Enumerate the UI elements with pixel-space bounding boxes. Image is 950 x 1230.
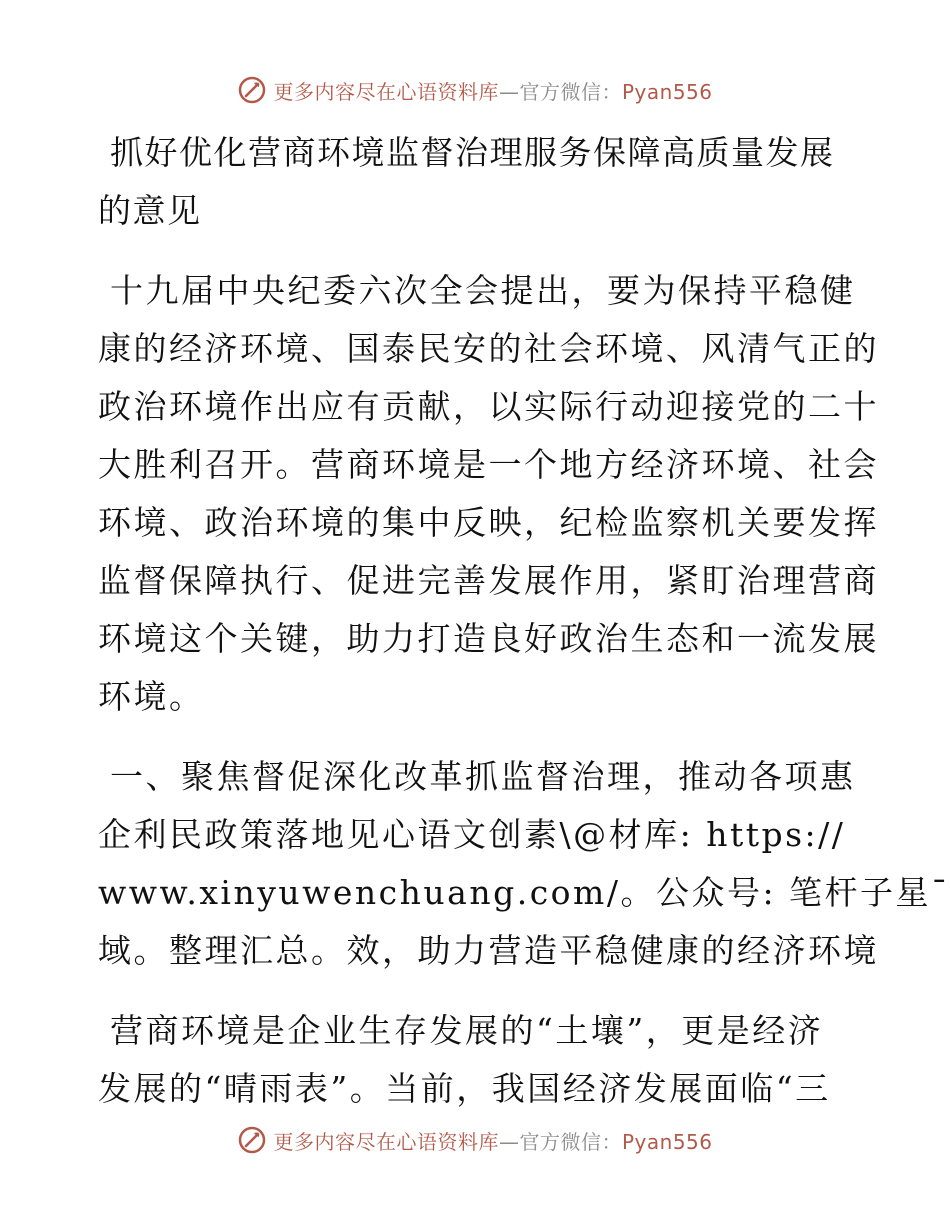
watermark-account: Pyan556	[621, 1129, 713, 1154]
paragraph-line: 监督保障执行、促进完善发展作用，紧盯治理营商	[98, 561, 879, 600]
paragraph-line: 域。整理汇总。效，助力营造平稳健康的经济环境	[98, 931, 879, 970]
watermark-site: 更多内容尽在心语资料库	[273, 79, 499, 104]
section-heading-one	[98, 748, 950, 980]
paragraph-line: 环境。	[98, 677, 205, 716]
quill-logo-icon	[237, 1125, 267, 1155]
paragraph-line: 环境、政治环境的集中反映，纪检监察机关要发挥	[98, 503, 879, 542]
paragraph-line: 一、聚焦督促深化改革抓监督治理，推动各项惠	[110, 757, 856, 796]
paragraph-line: 政治环境作出应有贡献，以实际行动迎接党的二十	[98, 387, 879, 426]
watermark-text	[273, 1126, 712, 1155]
paragraph-business-environment	[98, 1002, 850, 1118]
watermark-site: 更多内容尽在心语资料库	[273, 1129, 499, 1154]
quill-logo-icon	[237, 75, 267, 105]
document-title	[98, 124, 850, 240]
paragraph-line: 环境这个关键，助力打造良好政治生态和一流发展	[98, 619, 879, 658]
document-body	[98, 124, 950, 1140]
paragraph-line: www.xinyuwenchuang.com/。公众号: 笔杆子星¯	[98, 873, 950, 912]
watermark-label: 官方微信：	[519, 1129, 622, 1154]
paragraph-line: 发展的“晴雨表”。当前，我国经济发展面临“三	[98, 1069, 831, 1108]
watermark-label: 官方微信：	[519, 79, 622, 104]
watermark-separator: —	[498, 79, 520, 104]
title-line: 抓好优化营商环境监督治理服务保障高质量发展	[110, 133, 835, 172]
watermark-account: Pyan556	[621, 79, 713, 104]
paragraph-intro	[98, 262, 879, 726]
paragraph-line: 企利民政策落地见心语文创素\@材库: https://	[98, 815, 846, 854]
footer-watermark	[0, 1120, 950, 1160]
paragraph-line: 康的经济环境、国泰民安的社会环境、风清气正的	[98, 329, 879, 368]
paragraph-line: 十九届中央纪委六次全会提出，要为保持平稳健	[110, 271, 856, 310]
title-line: 的意见	[98, 191, 202, 230]
watermark-separator: —	[498, 1129, 520, 1154]
watermark-text	[273, 76, 712, 105]
paragraph-line: 营商环境是企业生存发展的“土壤”，更是经济	[110, 1011, 824, 1050]
header-watermark	[0, 70, 950, 110]
paragraph-line: 大胜利召开。营商环境是一个地方经济环境、社会	[98, 445, 879, 484]
